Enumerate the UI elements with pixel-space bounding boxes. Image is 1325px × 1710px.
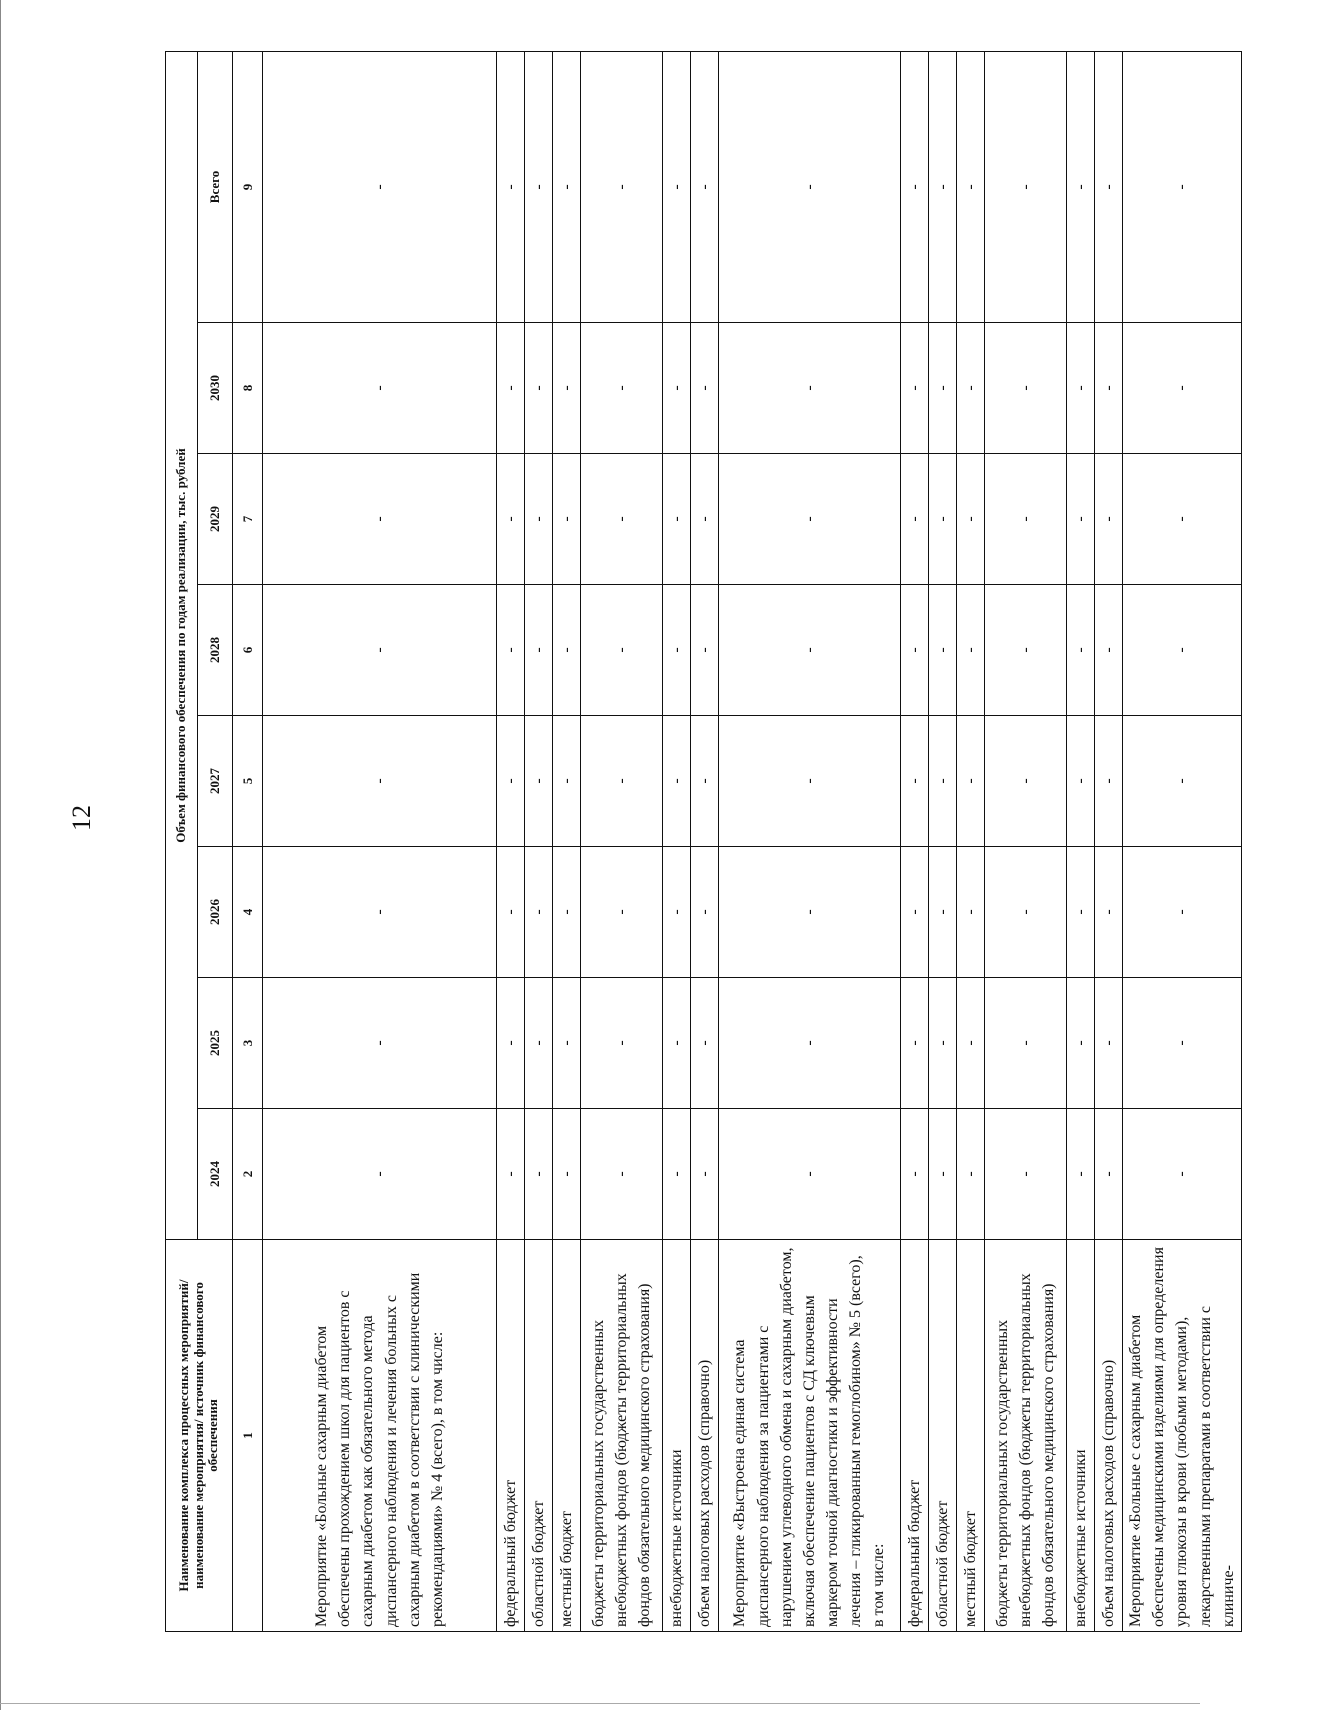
cell-value: - xyxy=(901,585,929,716)
column-number: 9 xyxy=(233,51,263,322)
cell-value: - xyxy=(525,51,553,322)
cell-value: - xyxy=(719,454,901,585)
row-label: федеральный бюджет xyxy=(497,1240,525,1632)
cell-value: - xyxy=(1123,847,1242,978)
cell-value: - xyxy=(901,1109,929,1240)
cell-value: - xyxy=(663,1109,691,1240)
column-number: 2 xyxy=(233,1109,263,1240)
cell-value: - xyxy=(691,323,719,454)
cell-value: - xyxy=(553,323,581,454)
cell-value: - xyxy=(1123,1109,1242,1240)
cell-value: - xyxy=(1067,847,1095,978)
cell-value: - xyxy=(263,1109,497,1240)
cell-value: - xyxy=(581,978,663,1109)
header-name-column: Наименование комплекса процессных мероприятий/наименование мероприятия/ источник финансового обеспечения xyxy=(166,1240,233,1632)
cell-value: - xyxy=(553,847,581,978)
row-label: внебюджетные источники xyxy=(1067,1240,1095,1632)
cell-value: - xyxy=(719,978,901,1109)
cell-value: - xyxy=(901,716,929,847)
cell-value: - xyxy=(1123,716,1242,847)
row-label: местный бюджет xyxy=(957,1240,985,1632)
cell-value: - xyxy=(1123,323,1242,454)
table-row xyxy=(719,51,901,1631)
cell-value: - xyxy=(525,585,553,716)
cell-value: - xyxy=(1095,585,1123,716)
cell-value: - xyxy=(1095,716,1123,847)
cell-value: - xyxy=(957,323,985,454)
cell-value: - xyxy=(1095,454,1123,585)
header-year: 2027 xyxy=(198,716,233,847)
cell-value: - xyxy=(985,978,1067,1109)
cell-value: - xyxy=(691,1109,719,1240)
cell-value: - xyxy=(957,847,985,978)
cell-value: - xyxy=(525,716,553,847)
row-label: областной бюджет xyxy=(929,1240,957,1632)
cell-value: - xyxy=(985,323,1067,454)
table-row xyxy=(957,51,985,1631)
cell-value: - xyxy=(719,847,901,978)
cell-value: - xyxy=(497,847,525,978)
cell-value: - xyxy=(691,585,719,716)
cell-value: - xyxy=(525,978,553,1109)
column-number: 5 xyxy=(233,716,263,847)
cell-value: - xyxy=(901,454,929,585)
column-number: 8 xyxy=(233,323,263,454)
scan-edge-bottom xyxy=(0,1703,1200,1704)
cell-value: - xyxy=(985,51,1067,322)
cell-value: - xyxy=(497,51,525,322)
cell-value: - xyxy=(957,1109,985,1240)
cell-value: - xyxy=(497,1109,525,1240)
cell-value: - xyxy=(957,978,985,1109)
cell-value: - xyxy=(1095,51,1123,322)
cell-value: - xyxy=(1067,978,1095,1109)
header-year: 2028 xyxy=(198,585,233,716)
table-row xyxy=(581,51,663,1631)
cell-value: - xyxy=(929,978,957,1109)
cell-value: - xyxy=(1067,716,1095,847)
column-number: 6 xyxy=(233,585,263,716)
header-year: Всего xyxy=(198,51,233,322)
column-number: 1 xyxy=(233,1240,263,1632)
cell-value: - xyxy=(929,585,957,716)
table-row xyxy=(553,51,581,1631)
cell-value: - xyxy=(1067,454,1095,585)
table-row xyxy=(497,51,525,1631)
table-row xyxy=(901,51,929,1631)
cell-value: - xyxy=(719,716,901,847)
cell-value: - xyxy=(929,323,957,454)
cell-value: - xyxy=(929,51,957,322)
cell-value: - xyxy=(985,847,1067,978)
header-year: 2030 xyxy=(198,323,233,454)
cell-value: - xyxy=(581,1109,663,1240)
row-label: Мероприятие «Выстроена единая система диспансерного наблюдения за пациентами с нарушением углеводного обмена и сахарным диабетом, включая обеспечение пациентов с СД ключевым маркером точной диагностики и эффективности лечения – гликированным гемоглобином» № 5 (всего), в том числе: xyxy=(719,1240,901,1632)
row-label: областной бюджет xyxy=(525,1240,553,1632)
financing-table xyxy=(165,51,1242,1632)
cell-value: - xyxy=(985,585,1067,716)
header-year: 2024 xyxy=(198,1109,233,1240)
cell-value: - xyxy=(663,716,691,847)
row-label: местный бюджет xyxy=(553,1240,581,1632)
cell-value: - xyxy=(957,716,985,847)
cell-value: - xyxy=(719,1109,901,1240)
cell-value: - xyxy=(1095,1109,1123,1240)
cell-value: - xyxy=(663,51,691,322)
cell-value: - xyxy=(957,454,985,585)
table-row xyxy=(1095,51,1123,1631)
cell-value: - xyxy=(929,454,957,585)
table-row xyxy=(929,51,957,1631)
cell-value: - xyxy=(663,847,691,978)
cell-value: - xyxy=(581,716,663,847)
cell-value: - xyxy=(581,454,663,585)
row-label: Мероприятие «Больные сахарным диабетом обеспечены прохождением школ для пациентов с сахарным диабетом как обязательного метода диспансерного наблюдения и лечения больных с сахарным диабетом в соответствии с клиническими рекомендациями» № 4 (всего), в том числе: xyxy=(263,1240,497,1632)
column-number: 4 xyxy=(233,847,263,978)
cell-value: - xyxy=(263,323,497,454)
cell-value: - xyxy=(581,585,663,716)
row-label: Мероприятие «Больные с сахарным диабетом обеспечены медицинскими изделиями для определения уровня глюкозы в крови (любыми методами), лекарственными препаратами в соответствии с клиниче- xyxy=(1123,1240,1242,1632)
cell-value: - xyxy=(1067,323,1095,454)
rotated-page xyxy=(165,52,1325,1632)
header-year: 2029 xyxy=(198,454,233,585)
row-label: объем налоговых расходов (справочно) xyxy=(1095,1240,1123,1632)
cell-value: - xyxy=(929,847,957,978)
cell-value: - xyxy=(901,847,929,978)
cell-value: - xyxy=(263,585,497,716)
cell-value: - xyxy=(1067,585,1095,716)
cell-value: - xyxy=(553,585,581,716)
cell-value: - xyxy=(719,323,901,454)
cell-value: - xyxy=(985,1109,1067,1240)
cell-value: - xyxy=(691,51,719,322)
cell-value: - xyxy=(1095,978,1123,1109)
cell-value: - xyxy=(525,454,553,585)
cell-value: - xyxy=(1123,51,1242,322)
cell-value: - xyxy=(1095,847,1123,978)
cell-value: - xyxy=(1067,51,1095,322)
table-row xyxy=(663,51,691,1631)
column-number: 7 xyxy=(233,454,263,585)
cell-value: - xyxy=(263,978,497,1109)
cell-value: - xyxy=(691,716,719,847)
cell-value: - xyxy=(553,1109,581,1240)
column-number: 3 xyxy=(233,978,263,1109)
cell-value: - xyxy=(525,1109,553,1240)
cell-value: - xyxy=(581,51,663,322)
cell-value: - xyxy=(497,585,525,716)
cell-value: - xyxy=(1123,585,1242,716)
table-body xyxy=(233,51,1242,1631)
row-label: объем налоговых расходов (справочно) xyxy=(691,1240,719,1632)
cell-value: - xyxy=(263,716,497,847)
row-label: внебюджетные источники xyxy=(663,1240,691,1632)
cell-value: - xyxy=(985,454,1067,585)
row-label: бюджеты территориальных государственных внебюджетных фондов (бюджеты территориальных фондов обязательного медицинского страхования) xyxy=(985,1240,1067,1632)
cell-value: - xyxy=(663,454,691,585)
table-row xyxy=(1123,51,1242,1631)
table-row xyxy=(691,51,719,1631)
cell-value: - xyxy=(263,51,497,322)
cell-value: - xyxy=(929,1109,957,1240)
row-label: федеральный бюджет xyxy=(901,1240,929,1632)
cell-value: - xyxy=(719,51,901,322)
cell-value: - xyxy=(525,323,553,454)
cell-value: - xyxy=(663,978,691,1109)
cell-value: - xyxy=(663,323,691,454)
cell-value: - xyxy=(1095,323,1123,454)
cell-value: - xyxy=(1123,454,1242,585)
cell-value: - xyxy=(691,847,719,978)
cell-value: - xyxy=(581,847,663,978)
cell-value: - xyxy=(581,323,663,454)
cell-value: - xyxy=(525,847,553,978)
header-year: 2026 xyxy=(198,847,233,978)
cell-value: - xyxy=(497,978,525,1109)
cell-value: - xyxy=(719,585,901,716)
cell-value: - xyxy=(553,51,581,322)
column-numbers-row xyxy=(233,51,263,1631)
table-row xyxy=(525,51,553,1631)
table-row xyxy=(1067,51,1095,1631)
cell-value: - xyxy=(497,323,525,454)
cell-value: - xyxy=(691,978,719,1109)
cell-value: - xyxy=(553,454,581,585)
row-label: бюджеты территориальных государственных внебюджетных фондов (бюджеты территориальных фондов обязательного медицинского страхования) xyxy=(581,1240,663,1632)
table-row xyxy=(985,51,1067,1631)
cell-value: - xyxy=(691,454,719,585)
header-financing-title: Объем финансового обеспечения по годам реализации, тыс. рублей xyxy=(166,51,198,1239)
cell-value: - xyxy=(901,978,929,1109)
cell-value: - xyxy=(497,454,525,585)
table-row xyxy=(263,51,497,1631)
cell-value: - xyxy=(901,51,929,322)
cell-value: - xyxy=(957,585,985,716)
scan-edge-left xyxy=(0,0,1,1710)
header-year: 2025 xyxy=(198,978,233,1109)
cell-value: - xyxy=(929,716,957,847)
cell-value: - xyxy=(553,716,581,847)
cell-value: - xyxy=(985,716,1067,847)
page-number: 12 xyxy=(67,805,96,831)
cell-value: - xyxy=(263,847,497,978)
cell-value: - xyxy=(1067,1109,1095,1240)
cell-value: - xyxy=(1123,978,1242,1109)
cell-value: - xyxy=(263,454,497,585)
cell-value: - xyxy=(957,51,985,322)
cell-value: - xyxy=(901,323,929,454)
cell-value: - xyxy=(663,585,691,716)
cell-value: - xyxy=(553,978,581,1109)
cell-value: - xyxy=(497,716,525,847)
